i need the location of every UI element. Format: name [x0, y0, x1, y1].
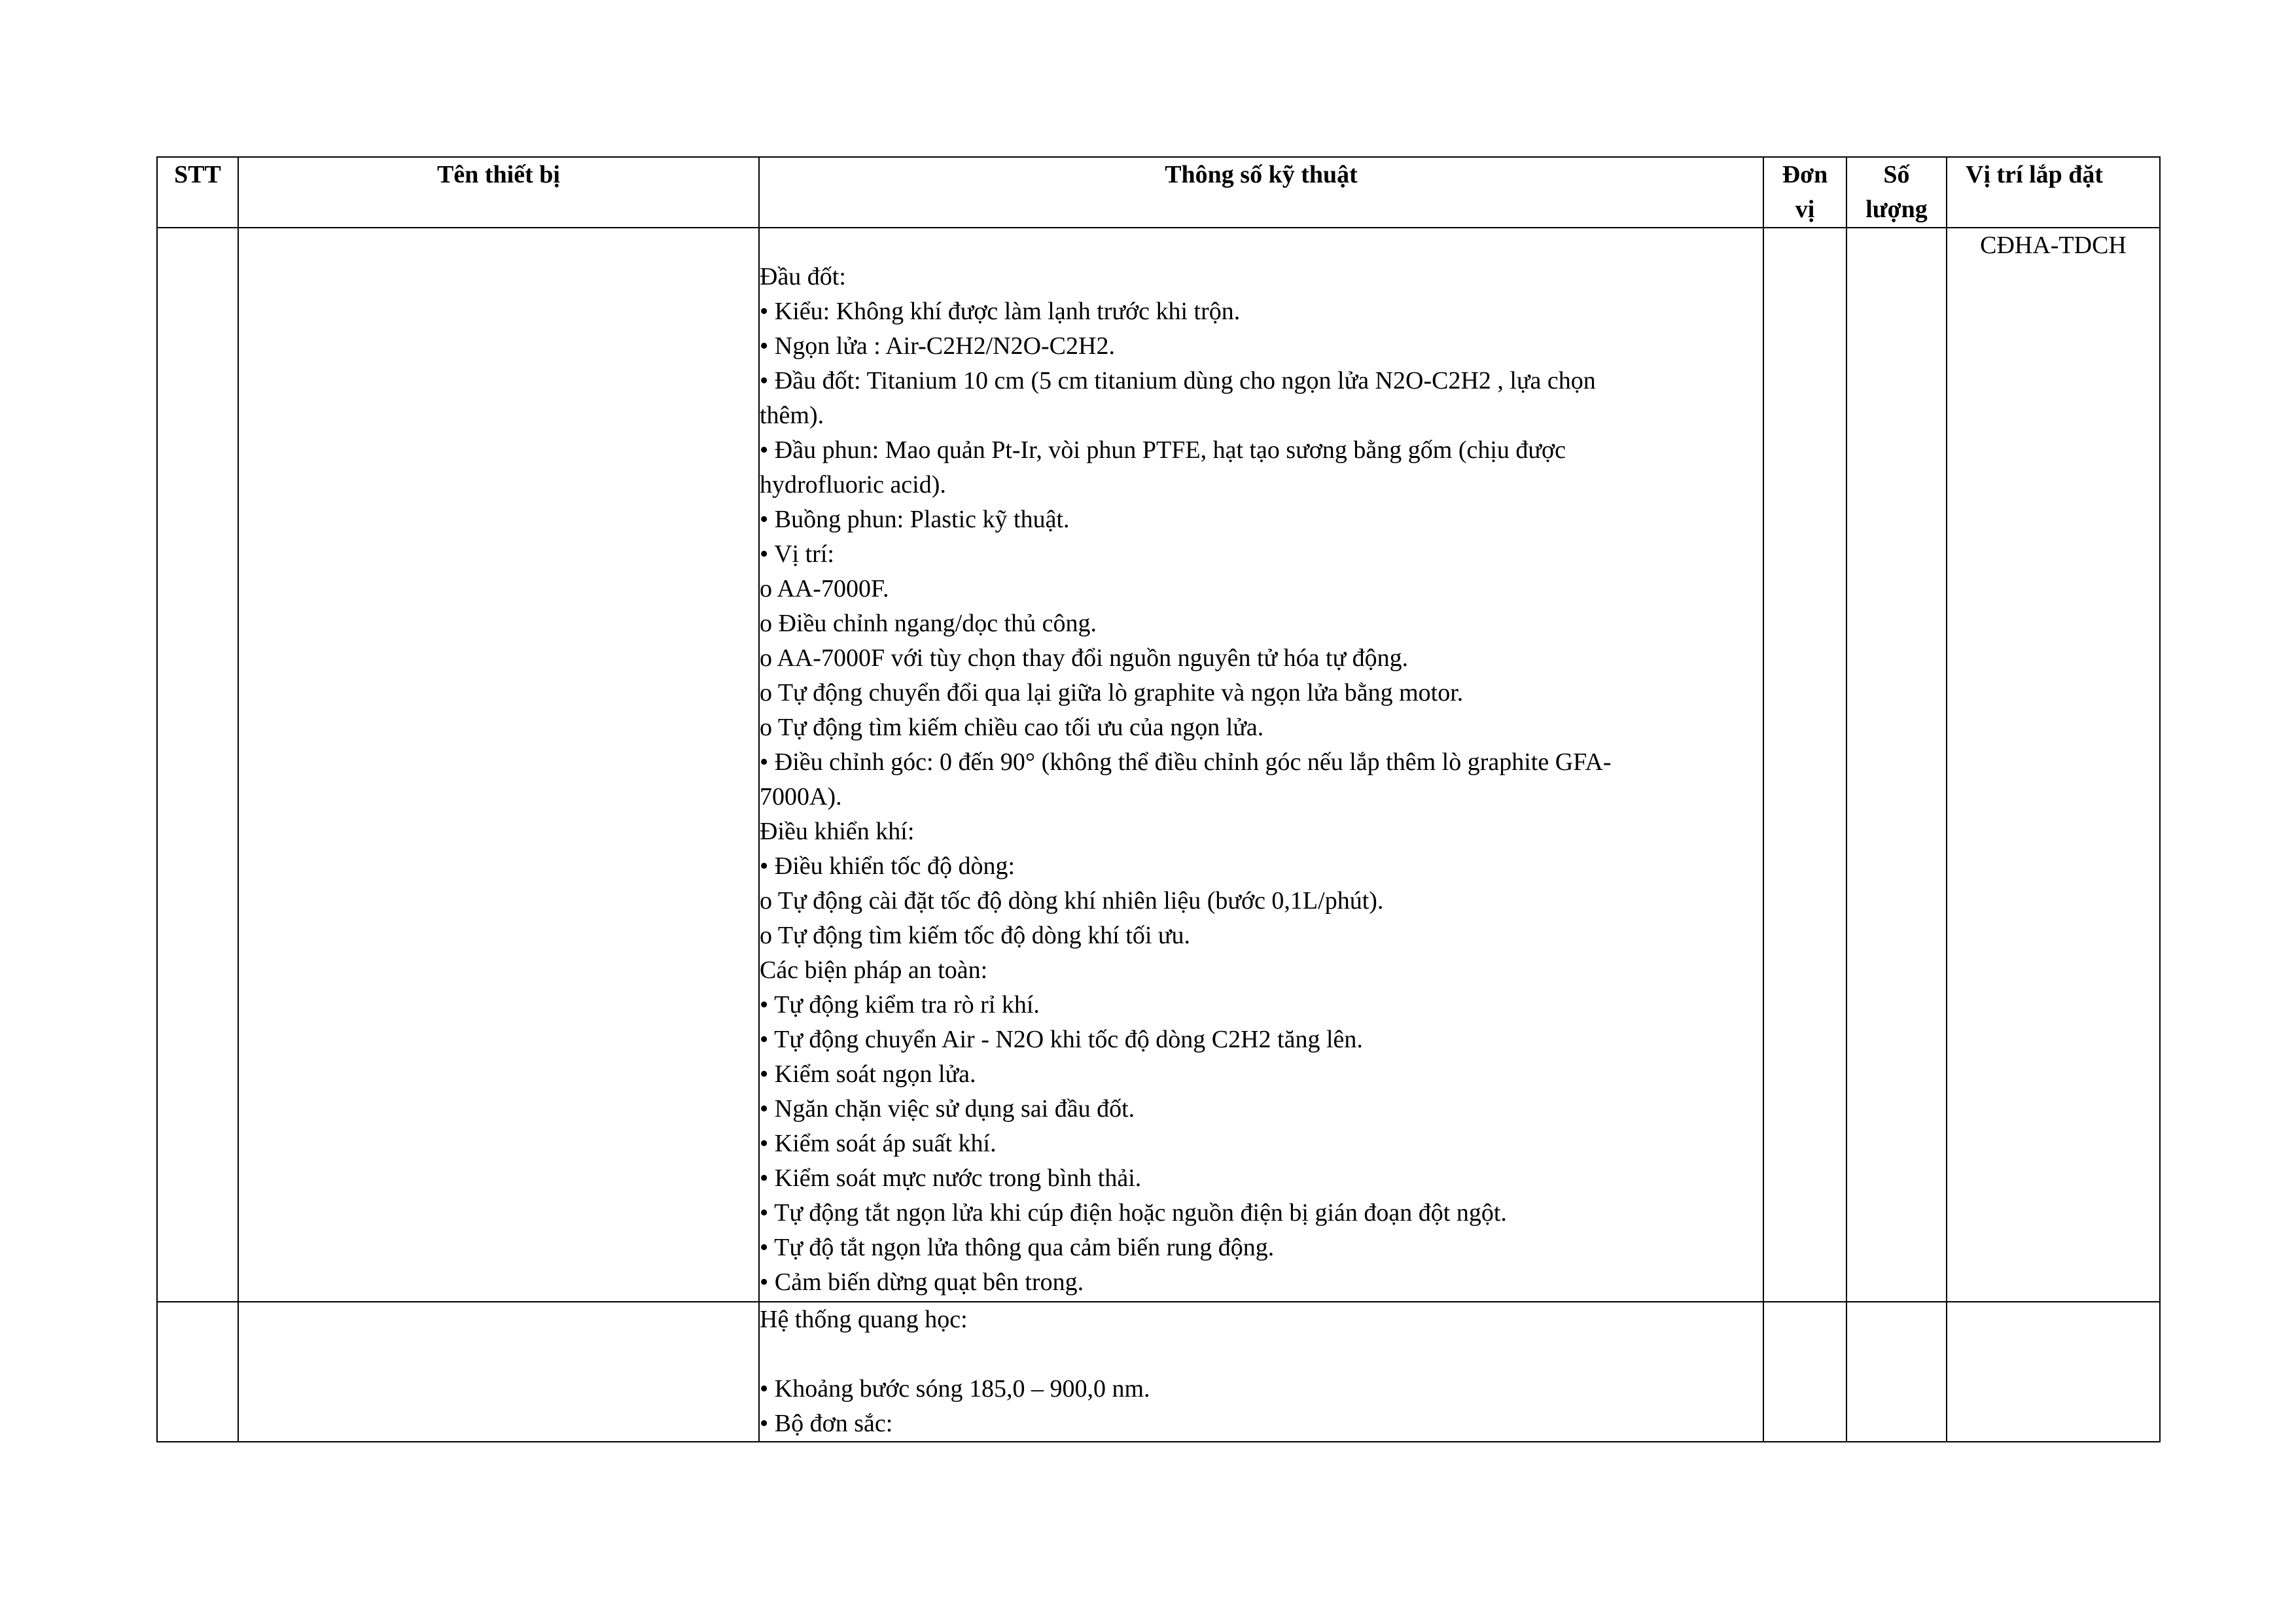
header-so-luong-line-1: Số	[1883, 161, 1910, 188]
header-don-vi-line-2: vị	[1795, 196, 1815, 223]
cell-ten-thiet-bi	[238, 1302, 759, 1442]
spec-line: • Kiểu: Không khí được làm lạnh trước khi trộn.	[760, 298, 1241, 325]
spec-line: • Khoảng bước sóng 185,0 – 900,0 nm.	[760, 1375, 1150, 1403]
cell-ten-thiet-bi	[238, 228, 759, 1302]
spec-line: o AA-7000F với tùy chọn thay đổi nguồn nguyên tử hóa tự động.	[760, 644, 1409, 672]
spec-line: Hệ thống quang học:	[760, 1306, 968, 1333]
spec-list	[760, 1302, 1763, 1441]
spec-line: o Tự động tìm kiếm tốc độ dòng khí tối ưu.	[760, 922, 1190, 949]
spec-line: • Kiểm soát ngọn lửa.	[760, 1060, 976, 1088]
cell-so-luong	[1846, 228, 1947, 1302]
spec-line: thêm).	[760, 402, 824, 429]
cell-so-luong	[1846, 1302, 1947, 1442]
header-don-vi	[1763, 157, 1846, 228]
spec-line: • Buồng phun: Plastic kỹ thuật.	[760, 506, 1070, 533]
spec-line: o Tự động tìm kiếm chiều cao tối ưu của ngọn lửa.	[760, 714, 1264, 741]
spec-line: • Kiểm soát mực nước trong bình thải.	[760, 1164, 1142, 1192]
spec-line: Đầu đốt:	[760, 263, 846, 290]
spec-line: o AA-7000F.	[760, 575, 889, 602]
header-stt: STT	[157, 157, 238, 228]
spec-line: • Tự độ tắt ngọn lửa thông qua cảm biến rung động.	[760, 1234, 1275, 1261]
spec-line: • Ngọn lửa : Air-C2H2/N2O-C2H2.	[760, 332, 1115, 360]
cell-vi-tri	[1947, 1302, 2160, 1442]
spec-line	[760, 1337, 1763, 1372]
spec-line: Điều khiển khí:	[760, 818, 915, 845]
header-ten-thiet-bi: Tên thiết bị	[238, 157, 759, 228]
spec-line: • Kiểm soát áp suất khí.	[760, 1130, 997, 1157]
cell-don-vi	[1763, 1302, 1846, 1442]
spec-line: • Đầu phun: Mao quản Pt-Ir, vòi phun PTFE, hạt tạo sương bằng gốm (chịu được	[760, 436, 1566, 464]
table-row	[157, 228, 2160, 1302]
cell-stt	[157, 1302, 238, 1442]
spec-line: • Ngăn chặn việc sử dụng sai đầu đốt.	[760, 1095, 1135, 1123]
spec-line: • Tự động kiểm tra rò rỉ khí.	[760, 991, 1040, 1019]
header-thong-so: Thông số kỹ thuật	[759, 157, 1763, 228]
header-vi-tri: Vị trí lắp đặt	[1947, 157, 2160, 228]
spec-list	[760, 228, 1763, 1300]
spec-line: 7000A).	[760, 783, 842, 811]
spec-line: o Tự động cài đặt tốc độ dòng khí nhiên liệu (bước 0,1L/phút).	[760, 887, 1384, 915]
spec-line: o Điều chỉnh ngang/dọc thủ công.	[760, 610, 1097, 637]
spec-line: o Tự động chuyển đổi qua lại giữa lò graphite và ngọn lửa bằng motor.	[760, 679, 1464, 707]
spec-line: • Cảm biến dừng quạt bên trong.	[760, 1268, 1084, 1296]
spec-table	[156, 156, 2161, 1442]
cell-thong-so	[759, 1302, 1763, 1442]
header-row	[157, 157, 2160, 228]
spec-line: hydrofluoric acid).	[760, 471, 946, 498]
spec-line: • Đầu đốt: Titanium 10 cm (5 cm titanium dùng cho ngọn lửa N2O-C2H2 , lựa chọn	[760, 367, 1596, 394]
cell-vi-tri: CĐHA-TDCH	[1947, 228, 2160, 1302]
spec-line: • Tự động tắt ngọn lửa khi cúp điện hoặc nguồn điện bị gián đoạn đột ngột.	[760, 1199, 1507, 1227]
cell-thong-so	[759, 228, 1763, 1302]
spec-line: Các biện pháp an toàn:	[760, 956, 988, 984]
spec-line: • Tự động chuyển Air - N2O khi tốc độ dòng C2H2 tăng lên.	[760, 1026, 1363, 1053]
header-so-luong-line-2: lượng	[1865, 196, 1928, 223]
header-don-vi-line-1: Đơn	[1782, 161, 1828, 188]
spec-line: • Điều khiển tốc độ dòng:	[760, 852, 1016, 880]
spec-line: • Vị trí:	[760, 540, 834, 568]
spec-line: • Bộ đơn sắc:	[760, 1410, 893, 1437]
cell-stt	[157, 228, 238, 1302]
header-so-luong	[1846, 157, 1947, 228]
cell-don-vi	[1763, 228, 1846, 1302]
spec-line: • Điều chỉnh góc: 0 đến 90° (không thể điều chỉnh góc nếu lắp thêm lò graphite GFA-	[760, 748, 1612, 776]
table-row	[157, 1302, 2160, 1442]
